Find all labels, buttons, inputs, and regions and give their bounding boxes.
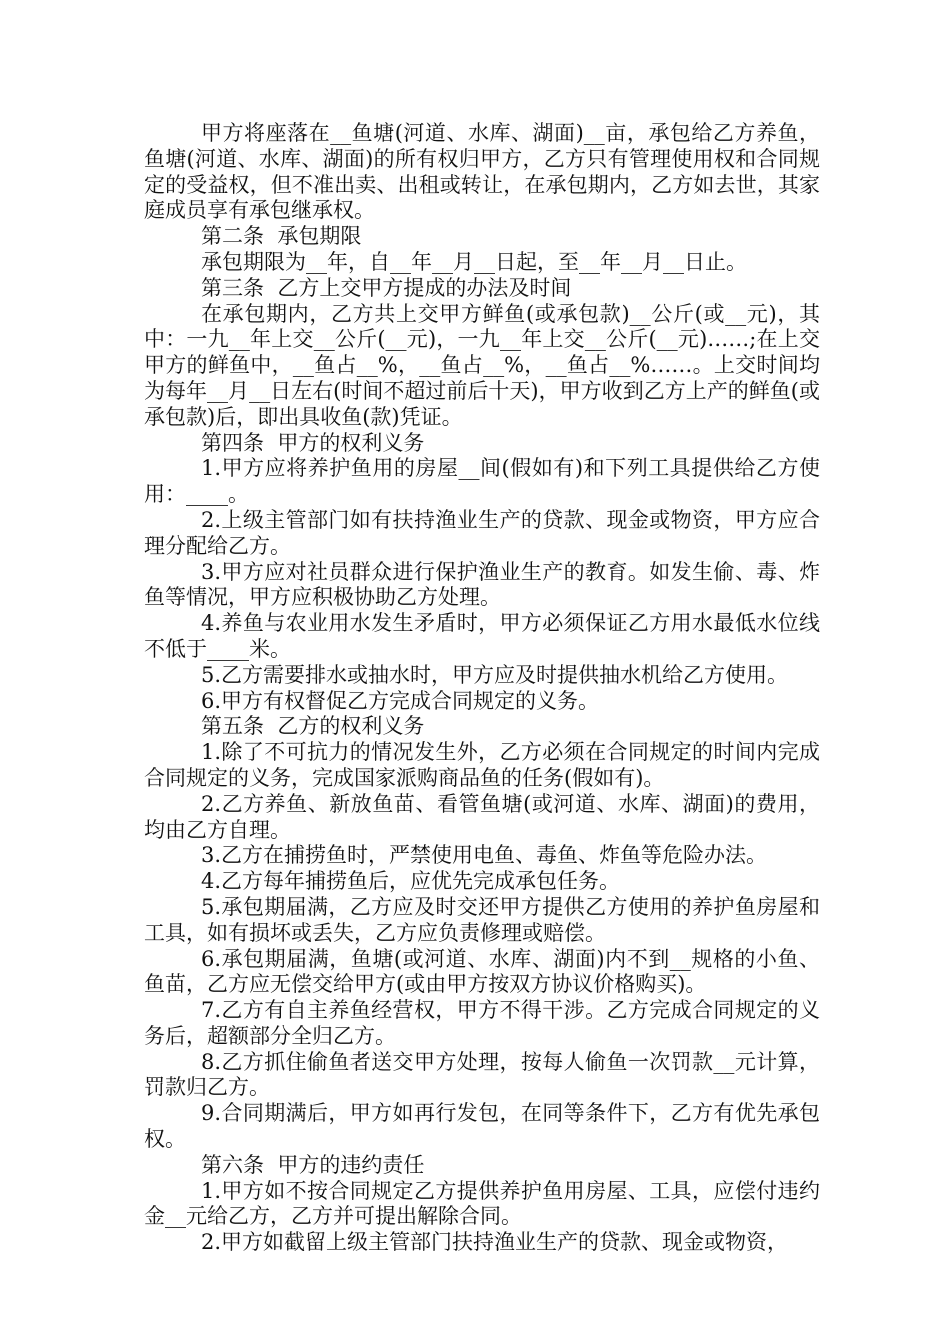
clause-4-4: 4.养鱼与农业用水发生矛盾时，甲方必须保证乙方用水最低水位线不低于____米。 [144,611,820,661]
clause-5-4: 4.乙方每年捕捞鱼后，应优先完成承包任务。 [201,869,621,894]
clause-5-5: 5.承包期届满，乙方应及时交还甲方提供乙方使用的养护鱼房屋和工具，如有损坏或丢失，乙方应负责修理或赔偿。 [144,894,820,945]
heading-article-5: 第五条 乙方的权利义务 [201,714,425,739]
clause-6-2: 2.甲方如截留上级主管部门扶持渔业生产的贷款、现金或物资， [201,1230,789,1255]
clause-4-6: 6.甲方有权督促乙方完成合同规定的义务。 [201,688,600,713]
clause-4-3: 3.甲方应对社员群众进行保护渔业生产的教育。如发生偷、毒、炸鱼等情况，甲方应积极协助乙方处理。 [144,559,820,610]
clause-5-6: 6.承包期届满，鱼塘(或河道、水库、湖面)内不到__规格的小鱼、鱼苗，乙方应无偿交给甲方(或由甲方按双方协议价格购买)。 [144,946,820,997]
clause-5-7: 7.乙方有自主养鱼经营权，甲方不得干涉。乙方完成合同规定的义务后，超额部分全归乙方。 [144,998,820,1048]
paragraph-term: 承包期限为__年，自__年__月__日起，至__年__月__日止。 [201,249,747,274]
clause-4-2: 2.上级主管部门如有扶持渔业生产的贷款、现金或物资，甲方应合理分配给乙方。 [144,507,820,558]
clause-5-2: 2.乙方养鱼、新放鱼苗、看管鱼塘(或河道、水库、湖面)的费用，均由乙方自理。 [144,791,820,842]
clause-5-1: 1.除了不可抗力的情况发生外，乙方必须在合同规定的时间内完成合同规定的义务，完成国家派购商品鱼的任务(假如有)。 [144,740,820,790]
clause-4-5: 5.乙方需要排水或抽水时，甲方应及时提供抽水机给乙方使用。 [201,662,789,687]
paragraph-delivery: 在承包期内，乙方共上交甲方鲜鱼(或承包款)__公斤(或__元)，其中：一九__年上交__公斤(__元)，一九__年上交__公斤(__元)……;在上交甲方的鲜鱼中，__鱼占__%，__鱼占__%，__鱼占__%……。上交时间均为每年__月__日左右(时间不超过前后十天)，甲方收到乙方上产的鲜鱼(或承包款)后，即出具收鱼(款)凭证。 [144,301,820,429]
clause-4-1: 1.甲方应将养护鱼用的房屋__间(假如有)和下列工具提供给乙方使用：____。 [144,456,820,507]
paragraph-ownership: 甲方将座落在__鱼塘(河道、水库、湖面)__亩，承包给乙方养鱼，鱼塘(河道、水库、湖面)的所有权归甲方，乙方只有管理使用权和合同规定的受益权，但不准出卖、出租或转让，在承包期内，乙方如去世，其家庭成员享有承包继承权。 [144,121,820,223]
clause-5-8: 8.乙方抓住偷鱼者送交甲方处理，按每人偷鱼一次罚款__元计算，罚款归乙方。 [144,1049,820,1100]
clause-6-1: 1.甲方如不按合同规定乙方提供养护鱼用房屋、工具，应偿付违约金__元给乙方，乙方并可提出解除合同。 [144,1178,820,1229]
clause-5-9: 9.合同期满后，甲方如再行发包，在同等条件下，乙方有优先承包权。 [144,1101,820,1152]
heading-article-3: 第三条 乙方上交甲方提成的办法及时间 [201,275,572,300]
heading-article-2: 第二条 承包期限 [201,224,362,249]
clause-5-3: 3.乙方在捕捞鱼时，严禁使用电鱼、毒鱼、炸鱼等危险办法。 [201,843,768,868]
heading-article-6: 第六条 甲方的违约责任 [201,1152,425,1177]
heading-article-4: 第四条 甲方的权利义务 [201,430,425,455]
contract-body [144,121,820,1256]
